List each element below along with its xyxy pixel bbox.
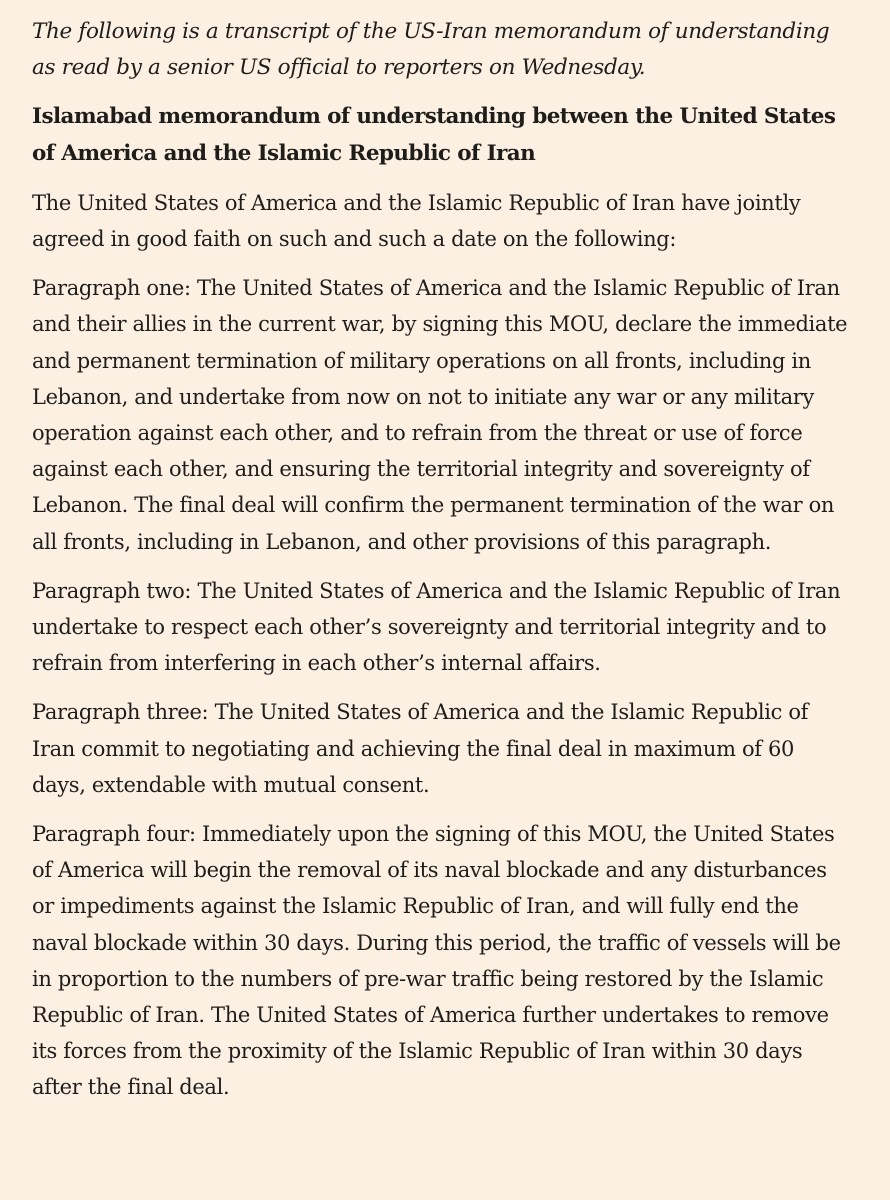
paragraph-three: Paragraph three: The United States of America and the Islamic Republic of Iran commit to negotiating and achieving the final deal in maximum of 60 days, extendable with mutual consent. <box>32 700 809 797</box>
document-heading: Islamabad memorandum of understanding between the United States of America and the Islamic Republic of Iran <box>32 104 836 166</box>
paragraph-four: Paragraph four: Immediately upon the signing of this MOU, the United States of America will begin the removal of its naval blockade and any disturbances or impediments against the Islamic Republic of Iran, and will fully end the naval blockade within 30 days. During this period, the traffic of vessels will be in proportion to the numbers of pre-war traffic being restored by the Islamic Republic of Iran. The United States of America further undertakes to remove its forces from the proximity of the Islamic Republic of Iran within 30 days after the final deal. <box>32 822 841 1100</box>
preamble-paragraph: The United States of America and the Islamic Republic of Iran have jointly agreed in good faith on such and such a date on the following: <box>32 190 801 252</box>
paragraph-one: Paragraph one: The United States of America and the Islamic Republic of Iran and their allies in the current war, by signing this MOU, declare the immediate and permanent termination of military operations on all fronts, including in Lebanon, and undertake from now on not to initiate any war or any military operation against each other, and to refrain from the threat or use of force against each other, and ensuring the territorial integrity and sovereignty of Lebanon. The final deal will confirm the permanent termination of the war on all fronts, including in Lebanon, and other provisions of this paragraph. <box>32 276 848 554</box>
intro-text: The following is a transcript of the US-Iran memorandum of understanding as read by a senior US official to reporters on Wednesday. <box>32 19 830 81</box>
paragraph-two: Paragraph two: The United States of America and the Islamic Republic of Iran undertake to respect each other’s sovereignty and territorial integrity and to refrain from interfering in each other’s internal affairs. <box>32 578 841 676</box>
